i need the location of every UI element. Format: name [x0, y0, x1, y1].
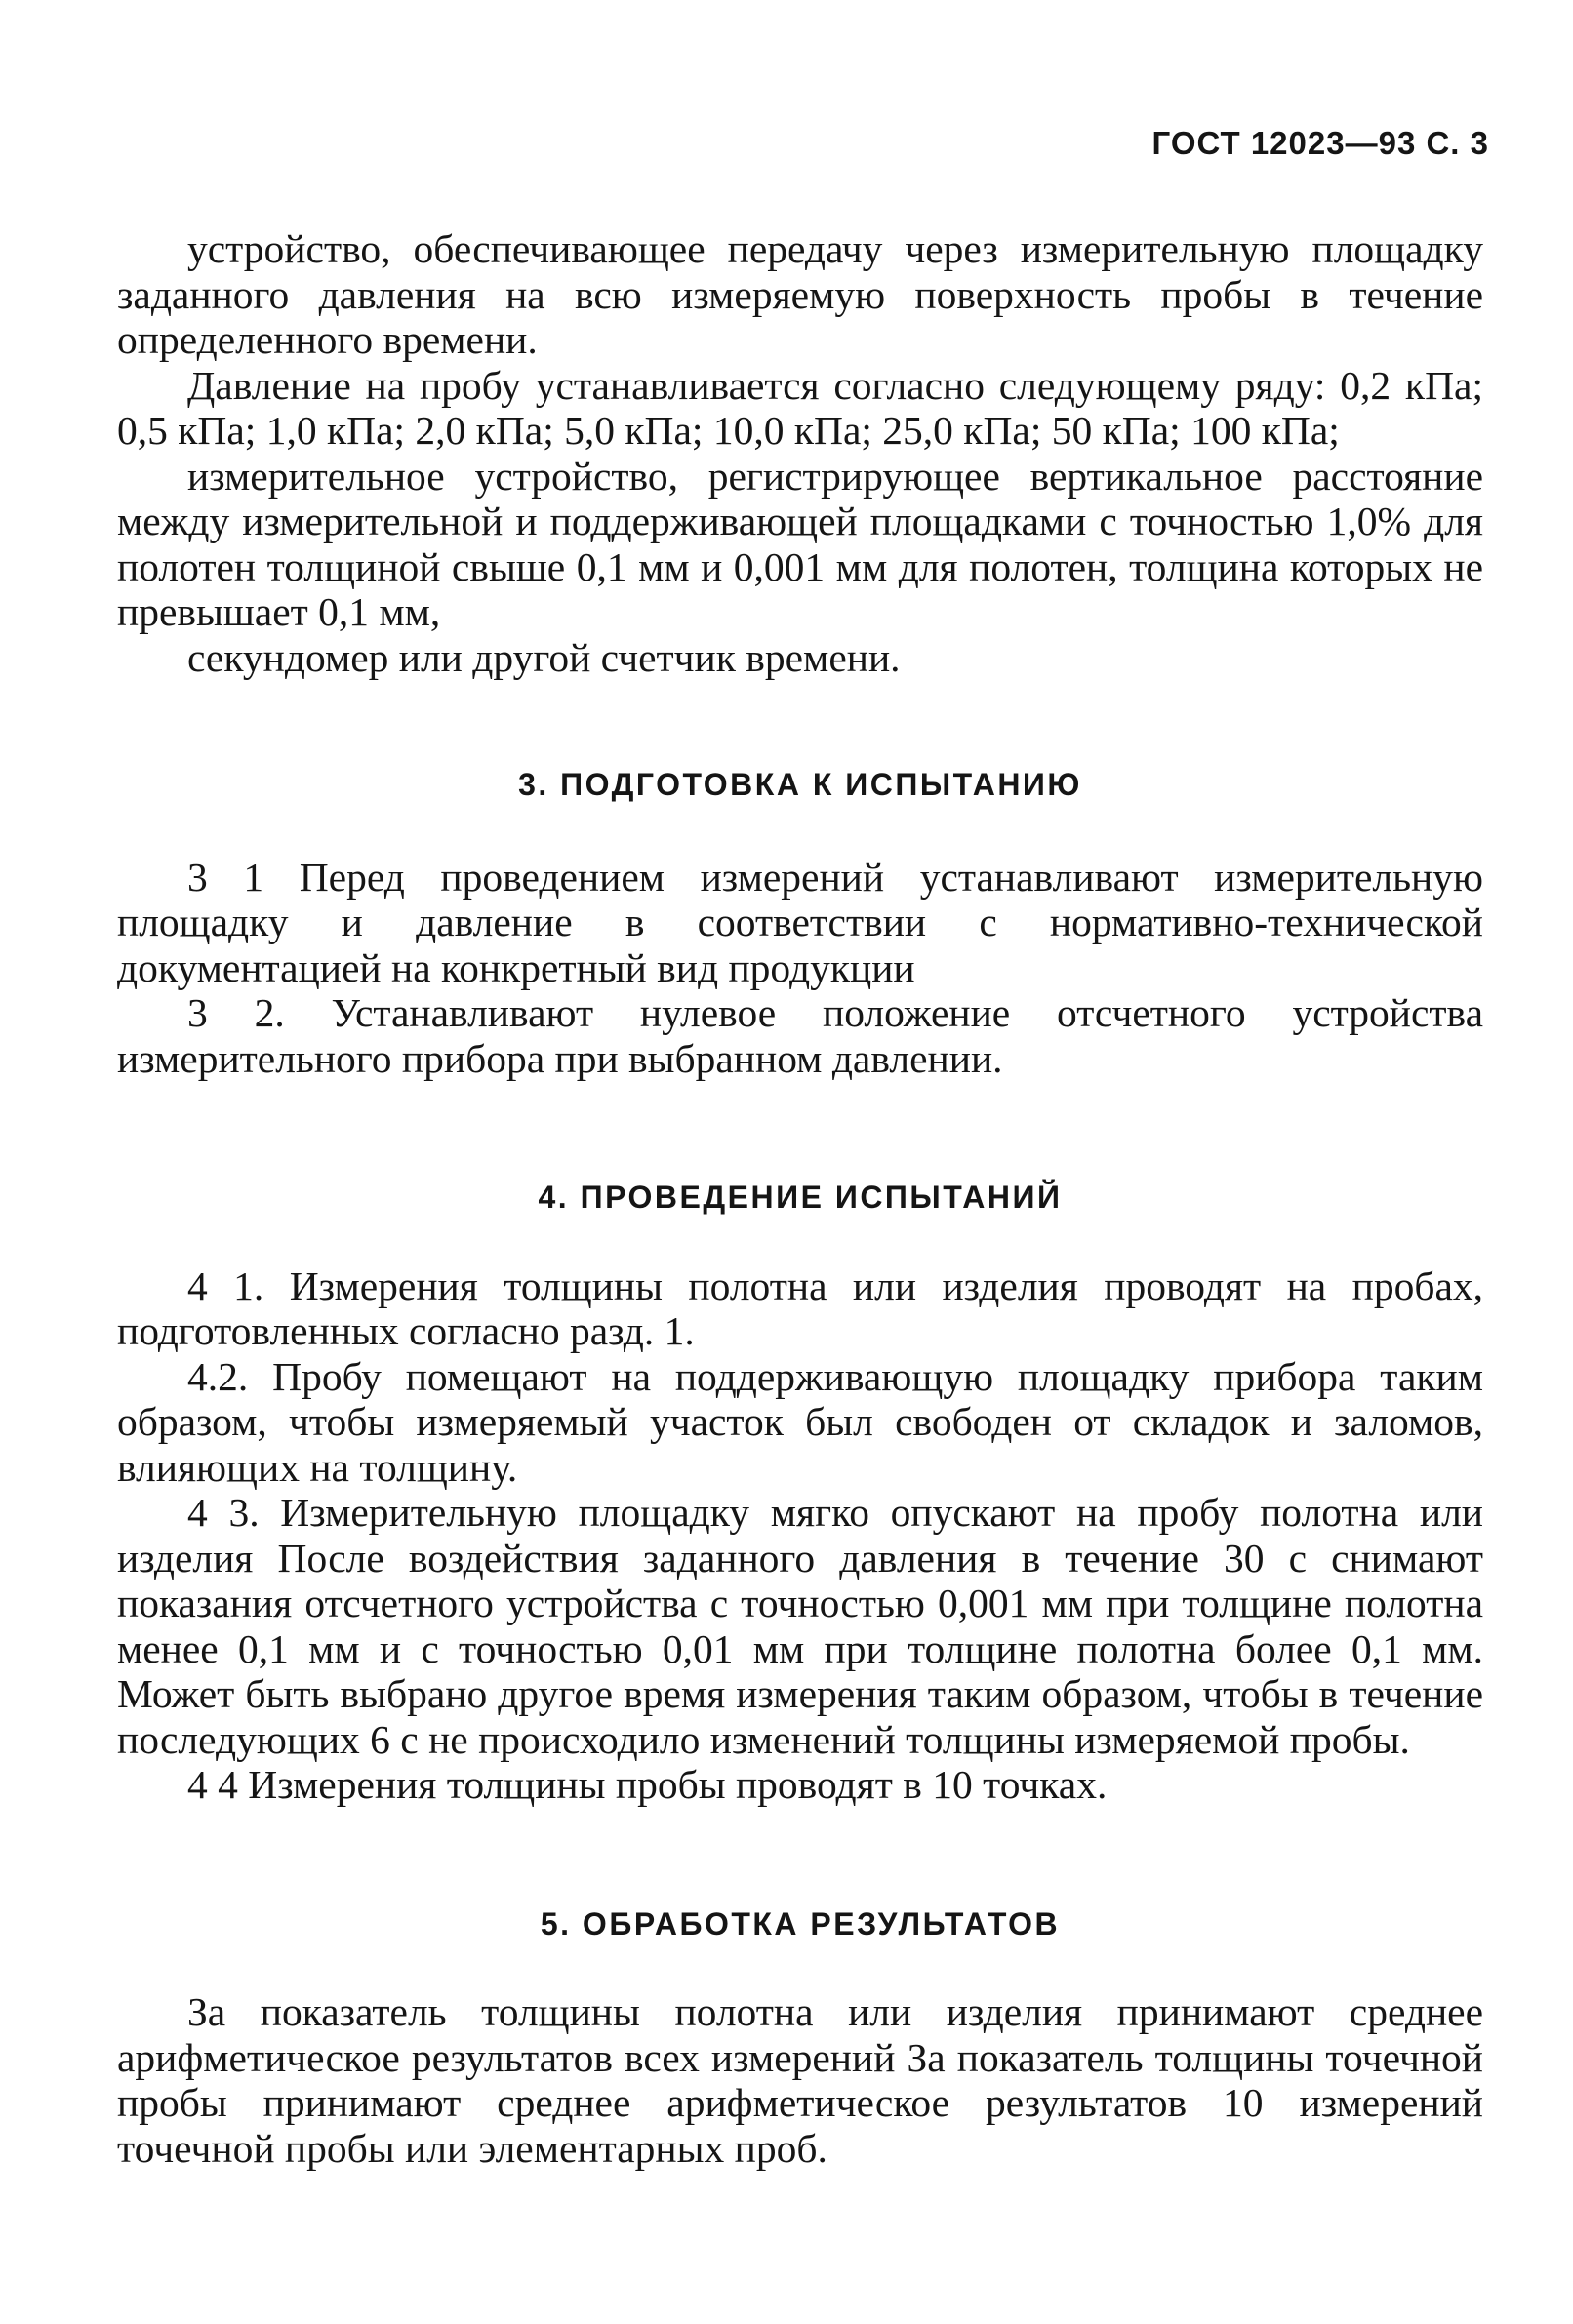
section-spacer	[117, 1081, 1483, 1175]
intro-paragraph-3: измерительное устройство, регистрирующее вертикальное расстояние между измерительной и поддерживающей площадками с точностью 1,0% для полотен толщиной свыше 0,1 мм и 0,001 мм для полотен, толщина которых не превышает 0,1 мм,	[117, 453, 1483, 634]
heading-spacer	[117, 1946, 1483, 1989]
document-body	[117, 226, 1483, 2171]
heading-spacer	[117, 1221, 1483, 1263]
section-5-paragraph-1: За показатель толщины полотна или изделия принимают среднее арифметическое результатов всех измерений За показатель толщины точечной пробы принимают среднее арифметическое результатов 10 измерений точечной пробы или элементарных проб.	[117, 1989, 1483, 2171]
section-3-paragraph-2: 3 2. Устанавливают нулевое положение отсчетного устройства измерительного прибора при выбранном давлении.	[117, 990, 1483, 1081]
section-3-heading: 3. ПОДГОТОВКА К ИСПЫТАНИЮ	[518, 767, 1082, 802]
section-4-paragraph-4: 4 4 Измерения толщины пробы проводят в 10 точках.	[187, 1762, 1108, 1807]
section-5-heading: 5. ОБРАБОТКА РЕЗУЛЬТАТОВ	[540, 1905, 1061, 1942]
section-4-paragraph-1: 4 1. Измерения толщины полотна или изделия проводят на пробах, подготовленных согласно разд. 1.	[117, 1262, 1483, 1353]
section-4-paragraph-2: 4.2. Пробу помещают на поддерживающую площадку прибора таким образом, чтобы измеряемый участок был свободен от складок и заломов, влияющих на толщину.	[117, 1353, 1483, 1490]
section-4-paragraph-3: 4 3. Измерительную площадку мягко опускают на пробу полотна или изделия После воздействия заданного давления в течение 30 с снимают показания отсчетного устройства с точностью 0,001 мм при толщине полотна менее 0,1 мм и с точностью 0,01 мм при толщине полотна более 0,1 мм. Может быть выбрано другое время измерения таким образом, чтобы в течение последующих 6 с не происходило изменений толщины измеряемой пробы.	[117, 1490, 1483, 1762]
page-header: ГОСТ 12023—93 С. 3	[1151, 125, 1489, 161]
section-spacer	[117, 1808, 1483, 1902]
intro-paragraph-2: Давление на пробу устанавливается согласно следующему ряду: 0,2 кПа; 0,5 кПа; 1,0 кПа; 2,0 кПа; 5,0 кПа; 10,0 кПа; 25,0 кПа; 50 кПа; 100 кПа;	[117, 362, 1483, 453]
heading-spacer	[117, 808, 1483, 855]
intro-paragraph-1: устройство, обеспечивающее передачу через измерительную площадку заданного давления на всю измеряемую поверхность пробы в течение определенного времени.	[117, 226, 1483, 362]
section-4-heading: 4. ПРОВЕДЕНИЕ ИСПЫТАНИЙ	[538, 1180, 1063, 1215]
section-spacer	[117, 680, 1483, 762]
intro-paragraph-4: секундомер или другой счетчик времени.	[187, 634, 901, 680]
section-3-paragraph-1: 3 1 Перед проведением измерений устанавливают измерительную площадку и давление в соответствии с нормативно-технической документацией на конкретный вид продукции	[117, 854, 1483, 990]
